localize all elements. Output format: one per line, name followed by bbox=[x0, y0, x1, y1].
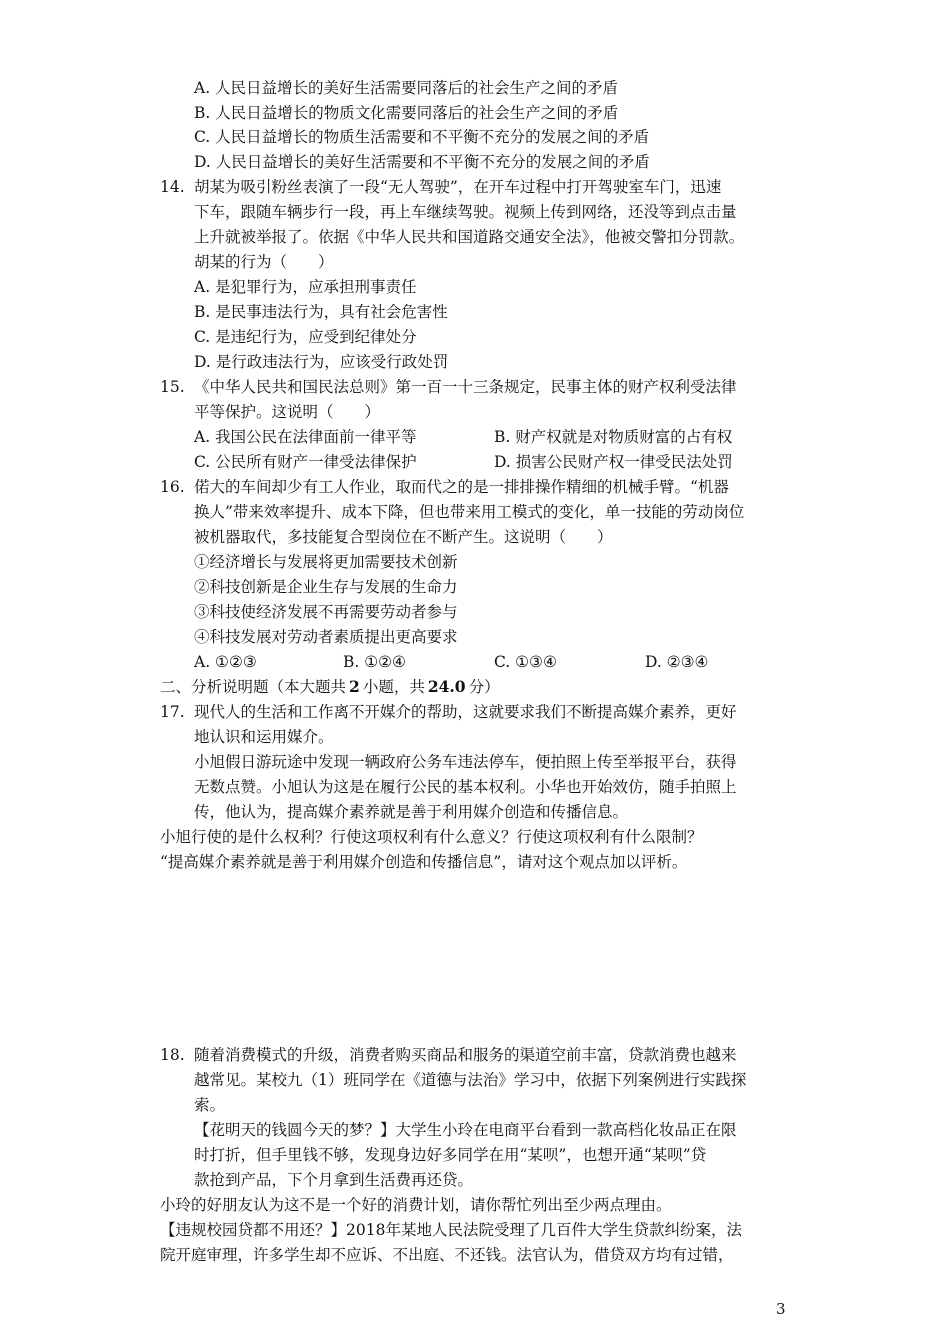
q16-item-3: ③科技使经济发展不再需要劳动者参与 bbox=[194, 603, 458, 621]
q15-option-a: A. 我国公民在法律面前一律平等 bbox=[194, 428, 417, 446]
q15-stem-line: 平等保护。这说明（ ） bbox=[194, 403, 381, 421]
q18-case2-line: 【违规校园贷都不用还？】2018年某地人民法院受理了几百件大学生贷款纠纷案，法 bbox=[160, 1221, 742, 1239]
q16-stem-line: 被机器取代，多技能复合型岗位在不断产生。这说明（ ） bbox=[194, 528, 613, 546]
q17-question-2: “提高媒介素养就是善于利用媒介创造和传播信息”，请对这个观点加以评析。 bbox=[160, 853, 688, 871]
q17-stem-line: 现代人的生活和工作离不开媒介的帮助，这就要求我们不断提高媒介素养，更好 bbox=[194, 703, 737, 721]
q16-option-a: A. ①②③ bbox=[194, 653, 257, 671]
q14-stem-line: 胡某的行为（ ） bbox=[194, 253, 334, 271]
q14-stem-line: 下车，跟随车辆步行一段，再上车继续驾驶。视频上传到网络，还没等到点击量 bbox=[194, 203, 737, 221]
q16-option-c: C. ①③④ bbox=[494, 653, 557, 671]
page-number: 3 bbox=[776, 1300, 786, 1318]
q18-number: 18. bbox=[160, 1046, 185, 1064]
q15-option-b: B. 财产权就是对物质财富的占有权 bbox=[494, 428, 733, 446]
q18-stem-line: 索。 bbox=[194, 1096, 226, 1114]
q15-option-d: D. 损害公民财产权一律受民法处罚 bbox=[494, 453, 733, 471]
q15-number: 15. bbox=[160, 378, 185, 396]
q17-question-1: 小旭行使的是什么权利？行使这项权利有什么意义？行使这项权利有什么限制？ bbox=[160, 828, 703, 846]
section2-count: 2 bbox=[349, 677, 360, 696]
q15-stem-line: 《中华人民共和国民法总则》第一百一十三条规定，民事主体的财产权利受法律 bbox=[194, 378, 737, 396]
q18-case1-line: 【花明天的钱圆今天的梦？】大学生小玲在电商平台看到一款高档化妆品正在限 bbox=[194, 1121, 737, 1139]
q16-item-1: ①经济增长与发展将更加需要技术创新 bbox=[194, 553, 458, 571]
q13-option-c: C. 人民日益增长的物质生活需要和不平衡不充分的发展之间的矛盾 bbox=[194, 128, 650, 146]
section2-heading: 二、分析说明题（本大题共 2 小题，共 24.0 分） bbox=[160, 677, 500, 696]
q16-item-2: ②科技创新是企业生存与发展的生命力 bbox=[194, 578, 458, 596]
q16-option-b: B. ①②④ bbox=[343, 653, 406, 671]
q18-case2-line: 院开庭审理，许多学生却不应诉、不出庭、不还钱。法官认为，借贷双方均有过错， bbox=[160, 1246, 734, 1264]
q13-option-a: A. 人民日益增长的美好生活需要同落后的社会生产之间的矛盾 bbox=[194, 79, 619, 97]
q13-option-d: D. 人民日益增长的美好生活需要和不平衡不充分的发展之间的矛盾 bbox=[194, 153, 650, 171]
q17-stem-line: 小旭假日游玩途中发现一辆政府公务车违法停车，便拍照上传至举报平台，获得 bbox=[194, 753, 737, 771]
q18-stem-line: 越常见。某校九（1）班同学在《道德与法治》学习中，依据下列案例进行实践探 bbox=[194, 1071, 747, 1089]
q17-stem-line: 地认识和运用媒介。 bbox=[194, 728, 334, 746]
q14-option-a: A. 是犯罪行为，应承担刑事责任 bbox=[194, 278, 417, 296]
q16-item-4: ④科技发展对劳动者素质提出更高要求 bbox=[194, 628, 458, 646]
q15-option-c: C. 公民所有财产一律受法律保护 bbox=[194, 453, 417, 471]
q14-option-b: B. 是民事违法行为，具有社会危害性 bbox=[194, 303, 448, 321]
q17-number: 17. bbox=[160, 703, 185, 721]
q14-number: 14. bbox=[160, 178, 185, 196]
section2-score: 24.0 bbox=[427, 677, 466, 696]
q14-stem-line: 胡某为吸引粉丝表演了一段“无人驾驶”，在开车过程中打开驾驶室车门，迅速 bbox=[194, 178, 722, 196]
q16-stem-line: 偌大的车间却少有工人作业，取而代之的是一排排操作精细的机械手臂。“机器 bbox=[194, 478, 729, 496]
q16-option-d: D. ②③④ bbox=[645, 653, 709, 671]
q18-case1-line: 时打折，但手里钱不够，发现身边好多同学在用“某呗”，也想开通“某呗”贷 bbox=[194, 1146, 707, 1164]
q18-case1-line: 款抢到产品，下个月拿到生活费再还贷。 bbox=[194, 1171, 474, 1189]
q17-stem-line: 传，他认为，提高媒介素养就是善于利用媒介创造和传播信息。 bbox=[194, 803, 629, 821]
q14-option-d: D. 是行政违法行为，应该受行政处罚 bbox=[194, 353, 449, 371]
q13-option-b: B. 人民日益增长的物质文化需要同落后的社会生产之间的矛盾 bbox=[194, 104, 619, 122]
q16-stem-line: 换人”带来效率提升、成本下降，但也带来用工模式的变化，单一技能的劳动岗位 bbox=[194, 503, 745, 521]
q18-stem-line: 随着消费模式的升级，消费者购买商品和服务的渠道空前丰富，贷款消费也越来 bbox=[194, 1046, 737, 1064]
q17-stem-line: 无数点赞。小旭认为这是在履行公民的基本权利。小华也开始效仿，随手拍照上 bbox=[194, 778, 737, 796]
q14-stem-line: 上升就被举报了。依据《中华人民共和国道路交通安全法》，他被交警扣分罚款。 bbox=[194, 228, 745, 246]
q14-option-c: C. 是违纪行为，应受到纪律处分 bbox=[194, 328, 417, 346]
q18-question-1: 小玲的好朋友认为这不是一个好的消费计划，请你帮忙列出至少两点理由。 bbox=[160, 1196, 672, 1214]
q16-number: 16. bbox=[160, 478, 185, 496]
